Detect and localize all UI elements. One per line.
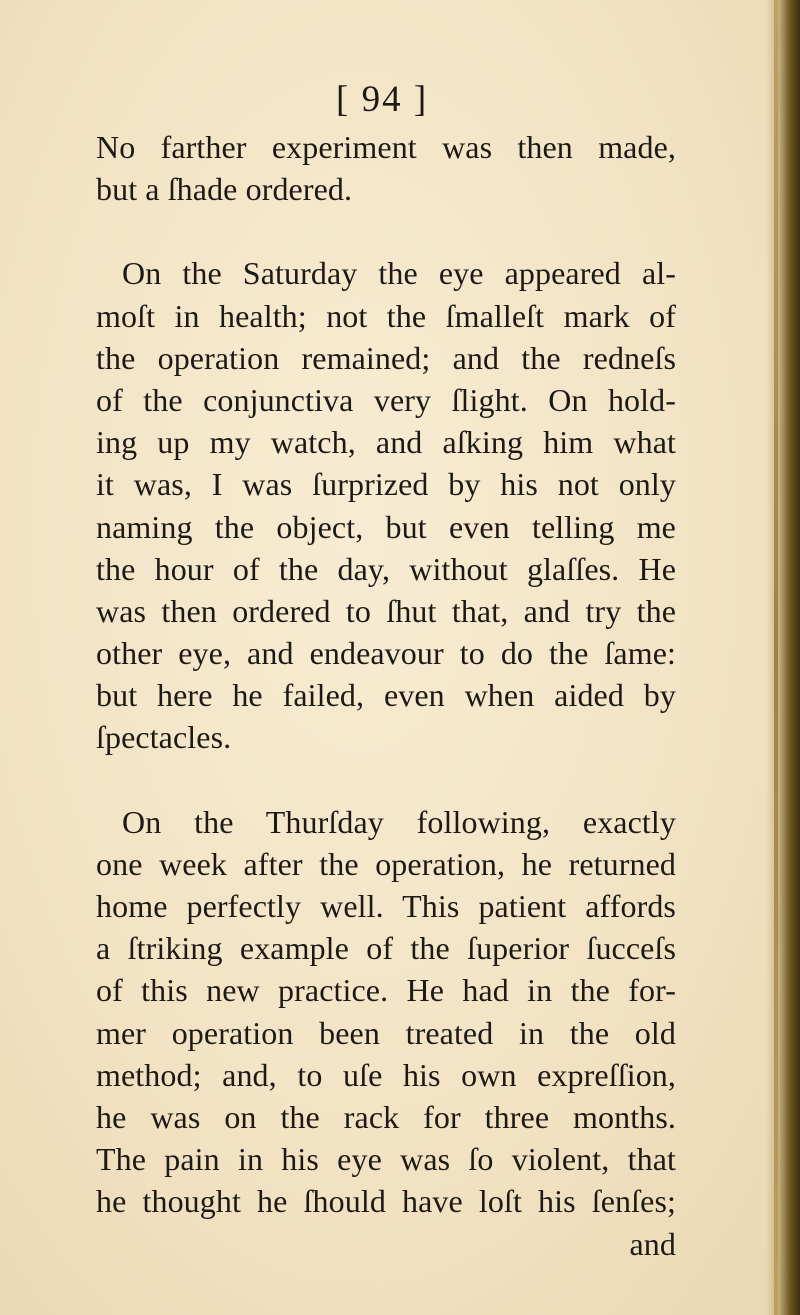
text-line: but here he failed, even when aided by	[96, 677, 676, 714]
body-text	[96, 126, 676, 1265]
text-line: other eye, and endeavour to do the ſame:	[96, 635, 676, 672]
page-number-header: [ 94 ]	[336, 79, 429, 120]
text-line: mer operation been treated in the old	[96, 1014, 676, 1051]
text-line: On the Thurſday following, exactly	[122, 803, 676, 840]
text-line: ſpectacles.	[96, 719, 232, 756]
text-line: the operation remained; and the redneſs	[96, 339, 676, 376]
text-line: of this new practice. He had in the for-	[96, 972, 676, 1009]
text-line: but a ſhade ordered.	[96, 171, 353, 208]
text-line: he thought he ſhould have loſt his ſenſes;	[96, 1183, 676, 1220]
binding-edge	[774, 0, 778, 1315]
text-line: home perfectly well. This patient affords	[96, 888, 676, 924]
text-line: The pain in his eye was ſo violent, that	[96, 1141, 676, 1178]
text-line: was then ordered to ſhut that, and try the	[96, 592, 676, 629]
text-line: moſt in health; not the ſmalleſt mark of	[96, 297, 676, 334]
text-line: one week after the operation, he returned	[96, 845, 676, 882]
text-line: of the conjunctiva very ſlight. On hold-	[96, 381, 676, 418]
text-line: naming the object, but even telling me	[96, 508, 676, 545]
catchword: and	[629, 1225, 676, 1262]
page-edge-shadow	[766, 0, 800, 1315]
text-line: method; and, to uſe his own expreſſion,	[96, 1056, 676, 1093]
text-line: No farther experiment was then made,	[96, 129, 676, 165]
text-line: it was, I was ſurprized by his not only	[96, 466, 676, 503]
text-line: On the Saturday the eye appeared al-	[122, 255, 676, 292]
text-line: he was on the rack for three months.	[96, 1098, 676, 1135]
text-line: ing up my watch, and aſking him what	[96, 424, 676, 461]
text-line: the hour of the day, without glaſſes. He	[96, 550, 676, 587]
text-line: a ſtriking example of the ſuperior ſucceſs	[96, 930, 676, 967]
